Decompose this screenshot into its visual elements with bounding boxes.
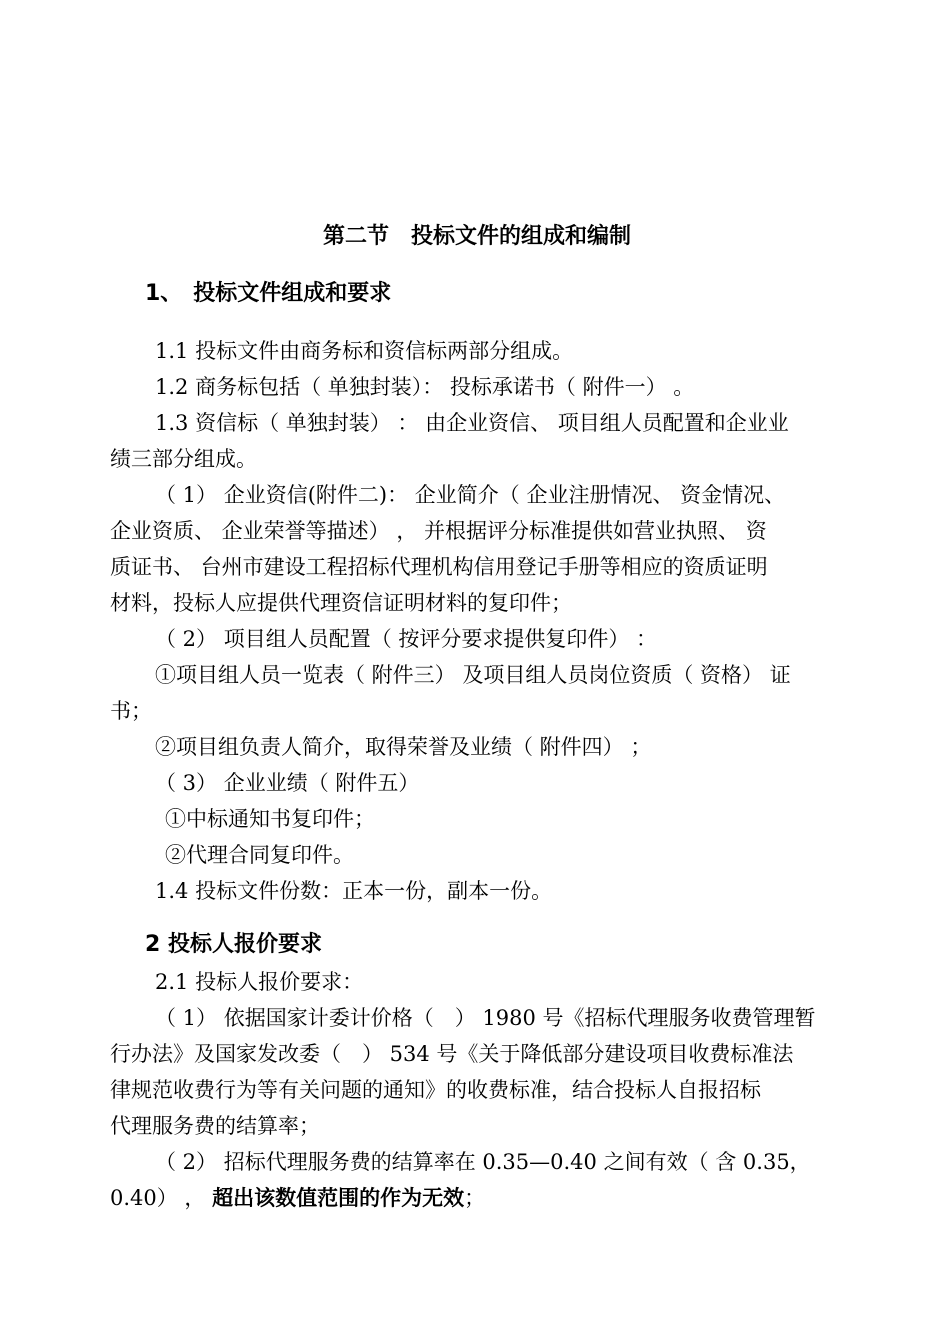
paragraph-line: 代理服务费的结算率； xyxy=(110,1114,320,1138)
paragraph-line: （ 3） 企业业绩（ 附件五） xyxy=(155,771,420,795)
paragraph-line: （ 1） 企业资信(附件二)： 企业简介（ 企业注册情况、 资金情况、 xyxy=(155,483,786,507)
heading-1: 1、 投标文件组成和要求 xyxy=(145,281,392,306)
heading-2: 2 投标人报价要求 xyxy=(145,932,322,957)
paragraph-line: 书； xyxy=(110,699,152,723)
paragraph-line: 1.3 资信标（ 单独封装） ： 由企业资信、 项目组人员配置和企业业 xyxy=(155,411,789,435)
paragraph-line: 律规范收费行为等有关问题的通知》的收费标准，结合投标人自报招标 xyxy=(110,1078,761,1102)
paragraph-line: 1.4 投标文件份数：正本一份，副本一份。 xyxy=(155,879,553,903)
paragraph-line: 材料，投标人应提供代理资信证明材料的复印件； xyxy=(110,591,572,615)
paragraph-line: 1.2 商务标包括（ 单独封装）： 投标承诺书（ 附件一） 。 xyxy=(155,375,695,399)
paragraph-line: ①项目组人员一览表（ 附件三） 及项目组人员岗位资质（ 资格） 证 xyxy=(155,663,791,687)
paragraph-line-last xyxy=(110,1180,840,1216)
paragraph-line: （ 1） 依据国家计委计价格（ ） 1980 号《招标代理服务收费管理暂 xyxy=(155,1006,816,1030)
paragraph-line: （ 2） 招标代理服务费的结算率在 0.35—0.40 之间有效（ 含 0.35， xyxy=(155,1150,811,1174)
paragraph-line: 行办法》及国家发改委（ ） 534 号《关于降低部分建设项目收费标准法 xyxy=(110,1042,794,1066)
paragraph-line: 企业资质、 企业荣誉等描述） ， 并根据评分标准提供如营业执照、 资 xyxy=(110,519,767,543)
text-run: ； xyxy=(464,1186,486,1210)
paragraph-line: （ 2） 项目组人员配置（ 按评分要求提供复印件） ： xyxy=(155,627,658,651)
paragraph-line: ②项目组负责人简介，取得荣誉及业绩（ 附件四） ； xyxy=(155,735,652,759)
paragraph-line: ②代理合同复印件。 xyxy=(165,843,354,867)
paragraph-line: ①中标通知书复印件； xyxy=(165,807,375,831)
text-run: 0.40） ， xyxy=(110,1186,213,1210)
emphasis-text: 超出该数值范围的作为无效 xyxy=(212,1186,465,1210)
paragraph-line: 质证书、 台州市建设工程招标代理机构信用登记手册等相应的资质证明 xyxy=(110,555,768,579)
paragraph-line: 绩三部分组成。 xyxy=(110,447,257,471)
section-title: 第二节 投标文件的组成和编制 xyxy=(323,224,632,249)
paragraph-line: 1.1 投标文件由商务标和资信标两部分组成。 xyxy=(155,339,574,363)
paragraph-line: 2.1 投标人报价要求： xyxy=(155,970,364,994)
